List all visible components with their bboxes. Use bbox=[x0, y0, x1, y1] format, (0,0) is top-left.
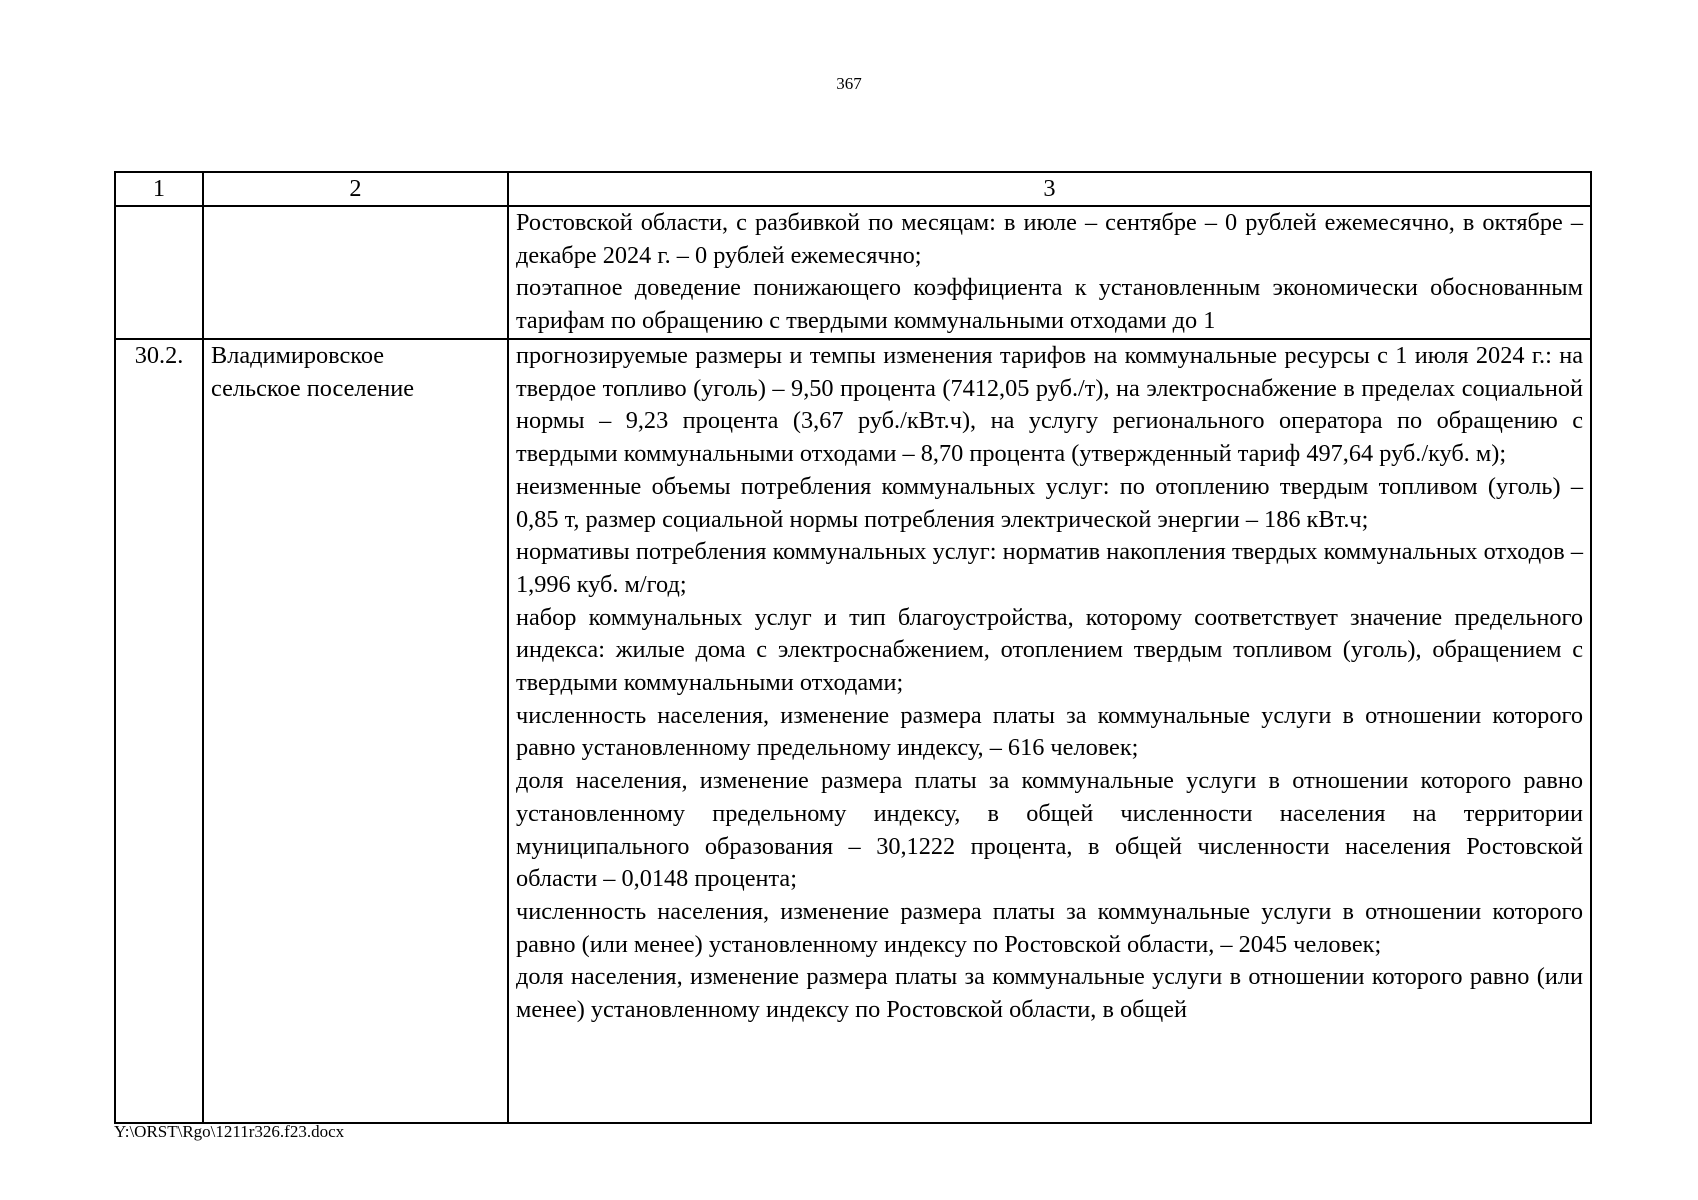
header-cell-2: 2 bbox=[203, 172, 508, 206]
page-number: 367 bbox=[836, 74, 862, 93]
paragraph: нормативы потребления коммунальных услуг: норматив накопления твердых коммунальных отходов – 1,996 куб. м/год; bbox=[516, 538, 1583, 598]
paragraph: численность населения, изменение размера платы за коммунальные услуги в отношении которого равно (или менее) установленному индексу по Ростовской области, – 2045 человек; bbox=[516, 897, 1583, 958]
paragraph: Ростовской области, с разбивкой по месяцам: в июле – сентябре – 0 рублей ежемесячно, в октябре – декабре 2024 г. – 0 рублей ежемесячно; bbox=[516, 209, 1583, 269]
row-name-cell bbox=[203, 206, 508, 339]
paragraph: прогнозируемые размеры и темпы изменения тарифов на коммунальные ресурсы с 1 июля 2024 г.: на твердое топливо (уголь) – 9,50 процента (7412,05 руб./т), на электроснабжение в пределах социальной нормы – 9,23 процента (3,67 руб./кВт.ч), на услугу регионального оператора по обращению с твердыми коммунальными отходами – 8,70 процента (утвержденный тариф 497,64 руб./куб. м); bbox=[516, 342, 1583, 468]
footer-file-path: Y:\ORST\Rgo\1211r326.f23.docx bbox=[114, 1122, 345, 1141]
document-table bbox=[114, 171, 1592, 1124]
header-cell-3: 3 bbox=[508, 172, 1591, 206]
paragraph: поэтапное доведение понижающего коэффициента к установленным экономически обоснованным тарифам по обращению с твердыми коммунальными отходами до 1 bbox=[516, 274, 1583, 335]
row-number-cell: 30.2. bbox=[115, 339, 203, 1123]
paragraph: численность населения, изменение размера платы за коммунальные услуги в отношении которого равно установленному предельному индексу, – 616 человек; bbox=[516, 701, 1583, 762]
settlement-name-line-1: Владимировское bbox=[211, 342, 385, 369]
settlement-name-line-2: сельское поселение bbox=[211, 374, 415, 402]
row-text-cell bbox=[508, 339, 1591, 1123]
table-row-continuation bbox=[115, 206, 1591, 339]
paragraph: неизменные объемы потребления коммунальных услуг: по отоплению твердым топливом (уголь) – 0,85 т, размер социальной нормы потребления электрической энергии – 186 кВт.ч; bbox=[516, 472, 1583, 533]
paragraph: доля населения, изменение размера платы за коммунальные услуги в отношении которого равно установленному предельному индексу, в общей численности населения на территории муниципального образования – 30,1222 процента, в общей численности населения Ростовской области – 0,0148 процента; bbox=[516, 767, 1583, 893]
row-text-cell bbox=[508, 206, 1591, 339]
paragraph: доля населения, изменение размера платы за коммунальные услуги в отношении которого равно (или менее) установленному индексу по Ростовской области, в общей bbox=[516, 963, 1583, 1024]
row-number-cell bbox=[115, 206, 203, 339]
paragraph: набор коммунальных услуг и тип благоустройства, которому соответствует значение предельного индекса: жилые дома с электроснабжением, отоплением твердым топливом (уголь), обращением с твердыми коммунальными отходами; bbox=[516, 603, 1583, 697]
table-header-row bbox=[115, 172, 1591, 206]
header-cell-1: 1 bbox=[115, 172, 203, 206]
row-name-cell bbox=[203, 339, 508, 1123]
table-row-30-2 bbox=[115, 339, 1591, 1123]
